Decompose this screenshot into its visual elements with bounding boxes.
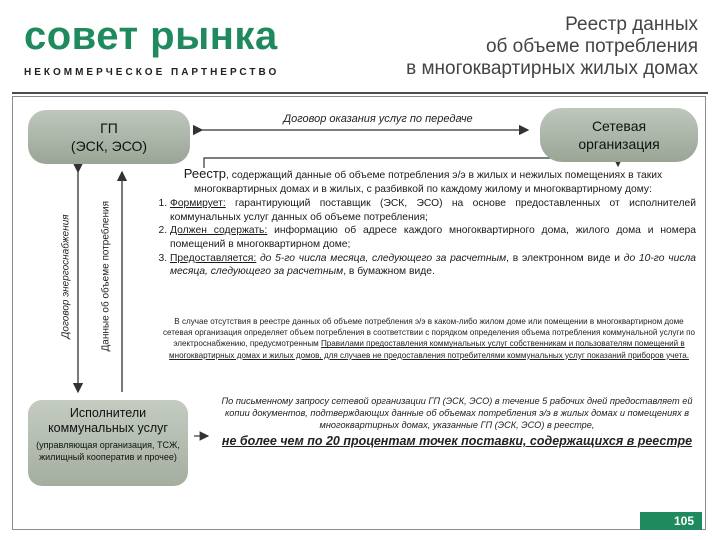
registry-item-provided <box>170 252 696 279</box>
registry-heading-rest: , содержащий данные об объеме потребления э/э в жилых и нежилых помещениях в таких многоквартирных домах и в жилых, с разбивкой по каждому жилому и многоквартирному дому: <box>194 170 663 195</box>
note-text: В случае отсутствия в реестре данных об объеме потребления э/э в каком-либо жилом доме или помещении в многоквартирном доме сетевая организация определяет объем потребления в соответствии с порядком определения объема потребления коммунальной услуги по электроснабжению, предусмотренным <box>162 317 696 349</box>
registry-item-contains <box>170 224 696 251</box>
registry-item-text: , в электронном виде и <box>506 252 624 264</box>
title-line-3: в многоквартирных жилых домах <box>406 58 698 79</box>
executors-title-line-2: коммунальных услуг <box>48 421 168 435</box>
registry-heading <box>150 167 696 196</box>
network-label-1: Сетевая <box>591 118 647 134</box>
registry-description <box>150 167 696 279</box>
request-text-block <box>212 396 702 449</box>
network-label-2: организация <box>578 136 660 152</box>
consumption-data-label: Данные об объеме потребления <box>100 200 112 352</box>
title-line-2: об объеме потребления <box>485 36 698 57</box>
registry-item-text: информацию об адресе каждого многоквартирного дома, жилого дома и номера помещений в многоквартирном доме; <box>170 225 696 250</box>
registry-item-text: , в бумажном виде. <box>343 266 435 278</box>
absence-note <box>160 316 698 361</box>
executors-title <box>28 406 188 436</box>
registry-item-key: Формирует: <box>170 198 226 210</box>
request-emphasis: не более чем по 20 процентам точек поставки, содержащихся в реестре <box>221 434 693 449</box>
network-organization-box <box>540 108 698 162</box>
service-contract-label: Договор оказания услуг по передаче <box>283 113 473 125</box>
note-rules-reference: Правилами предоставления коммунальных услуг собственникам и пользователям помещений в многоквартирных домах и жилых домов, для случаев не предоставления потребителями коммунальных услуг показаний приборов учета. <box>169 339 689 360</box>
executors-subtitle: (управляющая организация, ТСЖ, жилищный кооператив и прочее) <box>36 440 180 462</box>
request-text: По письменному запросу сетевой организации ГП (ЭСК, ЭСО) в течение 5 рабочих дней предоставляет ей копии документов, подтверждающих данные об объемах потребления э/э в жилых домах и помещениях в многоквартирных домах, указанные ГП (ЭСК, ЭСО) в реестре, <box>221 396 693 430</box>
registry-item-forms <box>170 197 696 224</box>
registry-list <box>150 197 696 279</box>
registry-item-text: гарантирующий поставщик (ЭСК, ЭСО) на основе предоставленных от исполнителей коммунальных услуг данных об объеме потребления; <box>170 198 696 223</box>
registry-heading-word: Реестр <box>183 166 227 181</box>
energy-contract-label: Договор энергоснабжения <box>60 214 72 339</box>
gp-label: ГП <box>100 120 118 136</box>
logo: совет рынка <box>24 14 278 58</box>
deadline-paper: до 10-го числа месяца, следующего за расчетным <box>170 252 696 278</box>
gp-sublabel: (ЭСК, ЭСО) <box>70 138 148 154</box>
registry-item-key: Предоставляется: <box>170 252 257 264</box>
gp-box <box>28 110 190 164</box>
executors-title-line-1: Исполнители <box>69 406 147 420</box>
registry-item-key: Должен содержать: <box>170 225 268 237</box>
page-number: 105 <box>640 512 702 530</box>
deadline-electronic: до 5-го числа месяца, следующего за расчетным <box>256 252 507 264</box>
logo-subtitle: НЕКОММЕРЧЕСКОЕ ПАРТНЕРСТВО <box>24 67 280 78</box>
title-line-1: Реестр данных <box>565 14 698 35</box>
executors-box <box>28 400 188 486</box>
